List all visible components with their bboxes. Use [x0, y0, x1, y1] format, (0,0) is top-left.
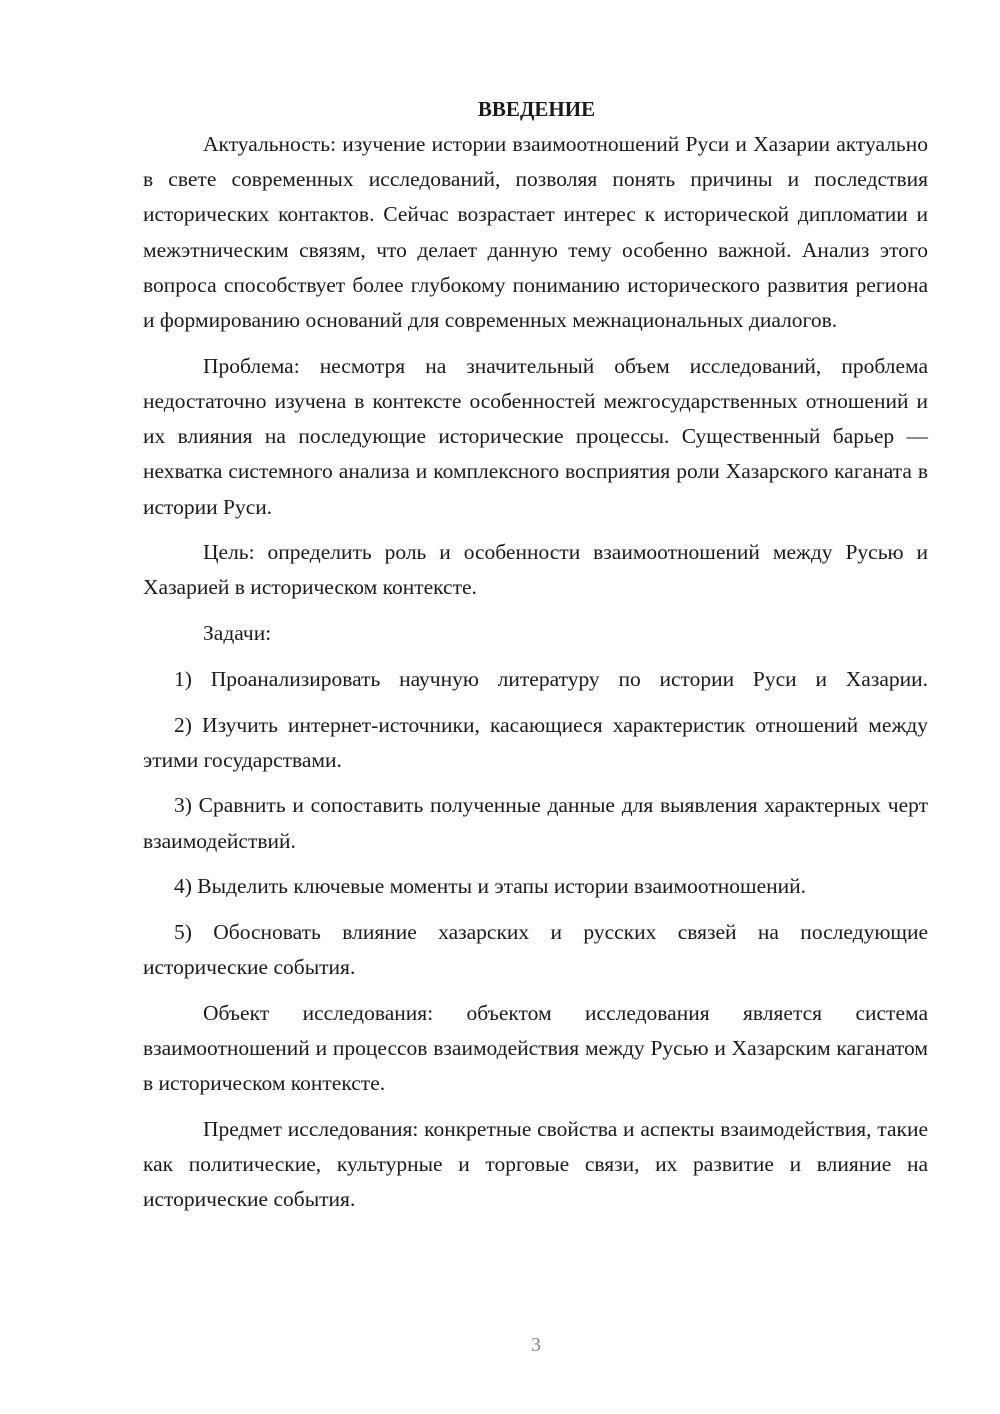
task-item-3: 3) Сравнить и сопоставить полученные данные для выявления характерных черт взаимодействий.: [143, 793, 928, 853]
paragraph-goal: Цель: определить роль и особенности взаимоотношений между Русью и Хазарией в историческом контексте.: [143, 540, 928, 600]
paragraph-subject: Предмет исследования: конкретные свойства и аспекты взаимодействия, такие как политические, культурные и торговые связи, их развитие и влияние на исторические события.: [143, 1117, 928, 1212]
paragraph-problem: Проблема: несмотря на значительный объем исследований, проблема недостаточно изучена в контексте особенностей межгосударственных отношений и их влияния на последующие исторические процессы. Существенный барьер — нехватка системного анализа и комплексного восприятия роли Хазарского каганата в истории Руси.: [143, 353, 928, 519]
task-item-2: 2) Изучить интернет-источники, касающиеся характеристик отношений между этими государствами.: [143, 712, 928, 772]
task-item-5: 5) Обосновать влияние хазарских и русских связей на последующие исторические события.: [143, 920, 928, 980]
paragraph-object: Объект исследования: объектом исследования является система взаимоотношений и процессов взаимодействия между Русью и Хазарским каганатом в историческом контексте.: [143, 1000, 928, 1096]
document-body: [143, 92, 928, 1228]
page-number: 3: [531, 1334, 541, 1356]
section-title: ВВЕДЕНИЕ: [477, 97, 596, 121]
task-item-4: 4) Выделить ключевые моменты и этапы истории взаимоотношений.: [174, 874, 807, 899]
task-item-1: 1) Проанализировать научную литературу по истории Руси и Хазарии.: [174, 666, 928, 691]
paragraph-tasks-heading: Задачи:: [203, 621, 272, 646]
paragraph-relevance: Актуальность: изучение истории взаимоотношений Руси и Хазарии актуально в свете современных исследований, позволяя понять причины и последствия исторических контактов. Сейчас возрастает интерес к исторической дипломатии и межэтническим связям, что делает данную тему особенно важной. Анализ этого вопроса способствует более глубокому пониманию исторического развития региона и формированию оснований для современных межнациональных диалогов.: [143, 132, 928, 333]
